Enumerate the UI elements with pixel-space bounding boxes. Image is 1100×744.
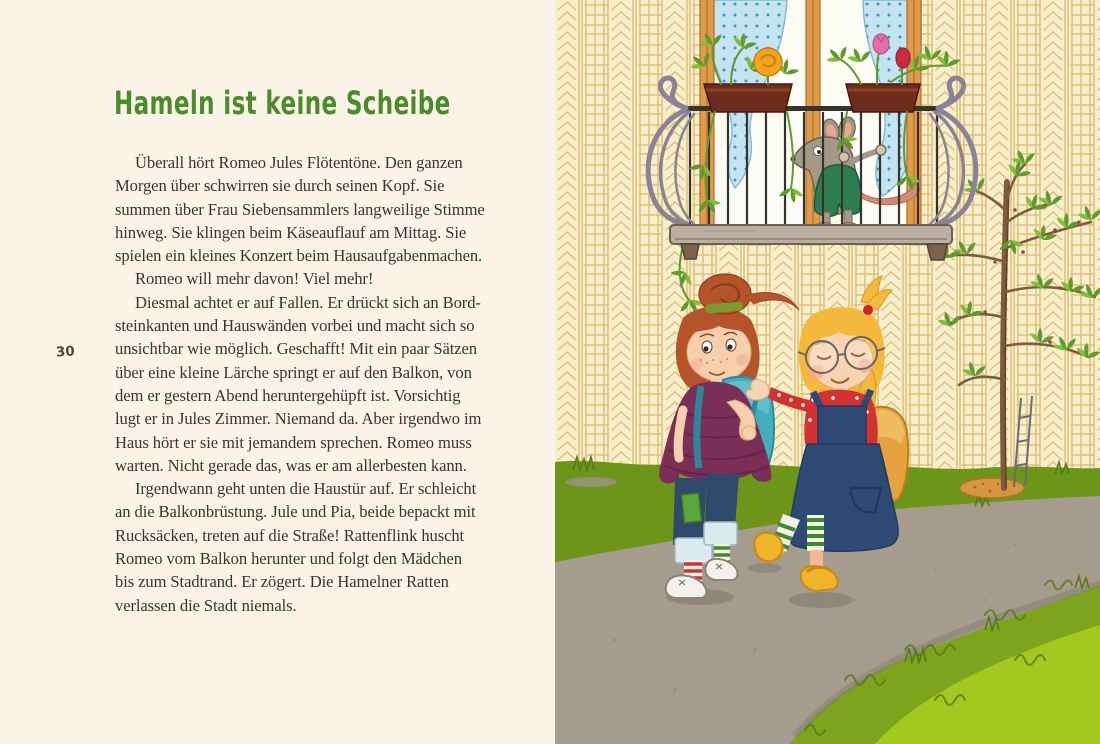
text-line: hinweg. Sie klingen beim Käseauflauf am Mittag. Sie [115, 222, 467, 242]
text-line: Romeo will mehr davon! Viel mehr! [135, 269, 374, 289]
text-line: verlassen die Stadt niemals. [115, 595, 297, 615]
marigold-flower [754, 48, 782, 76]
text-line: Diesmal achtet er auf Fallen. Er drückt sich an Bord- [135, 292, 481, 312]
text-line: dem er gestern Abend heruntergehüpft ist. Vorsichtig [115, 385, 461, 405]
hair-bead [863, 305, 873, 315]
text-line: lugt er in Jules Zimmer. Niemand da. Aber irgendwo im [115, 409, 482, 429]
text-line: unsichtbar wie möglich. Geschafft! Mit ein paar Sätzen [115, 339, 478, 359]
page-number: 30 [55, 343, 76, 361]
text-line: Morgen über schwirren sie durch seinen Kopf. Sie [115, 176, 445, 196]
yellow-clog [754, 533, 782, 562]
jeans-patch [682, 493, 702, 523]
text-line: Überall hört Romeo Jules Flötentöne. Den ganzen [135, 153, 463, 172]
text-line: warten. Nicht gerade das, was er am allerbesten kann. [115, 455, 467, 475]
text-line: über eine kleine Lärche springt er auf den Balkon, von [115, 362, 472, 382]
text-line: summen über Frau Siebensammlers langweilige Stimme [115, 199, 485, 219]
text-line: Rucksäcken, treten auf die Straße! Rattenflink huscht [115, 525, 465, 545]
text-line: Romeo vom Balkon herunter und folgt den Mädchen [115, 549, 462, 569]
illustration [555, 0, 1100, 744]
text-line: steinkanten und Hauswänden vorbei und macht sich so [115, 316, 475, 336]
body-text [115, 151, 515, 617]
text-line: Irgendwann geht unten die Haustür auf. Er schleicht [135, 479, 477, 499]
text-line: Haus hört er sie mit jemandem sprechen. Romeo muss [115, 432, 472, 452]
rat-paw [839, 152, 849, 162]
chapter-title: Hameln ist keine Scheibe [114, 84, 451, 122]
rat-paw [876, 145, 886, 155]
text-line: an die Balkonbrüstung. Jule und Pia, beide bepackt mit [115, 502, 476, 522]
text-line: bis zum Stadtrand. Er zögert. Die Hamelner Ratten [115, 572, 449, 592]
pink-tulip [873, 34, 889, 54]
red-tulip [896, 48, 910, 68]
text-line: spielen ein kleines Konzert beim Hausaufgabenmachen. [115, 246, 483, 266]
